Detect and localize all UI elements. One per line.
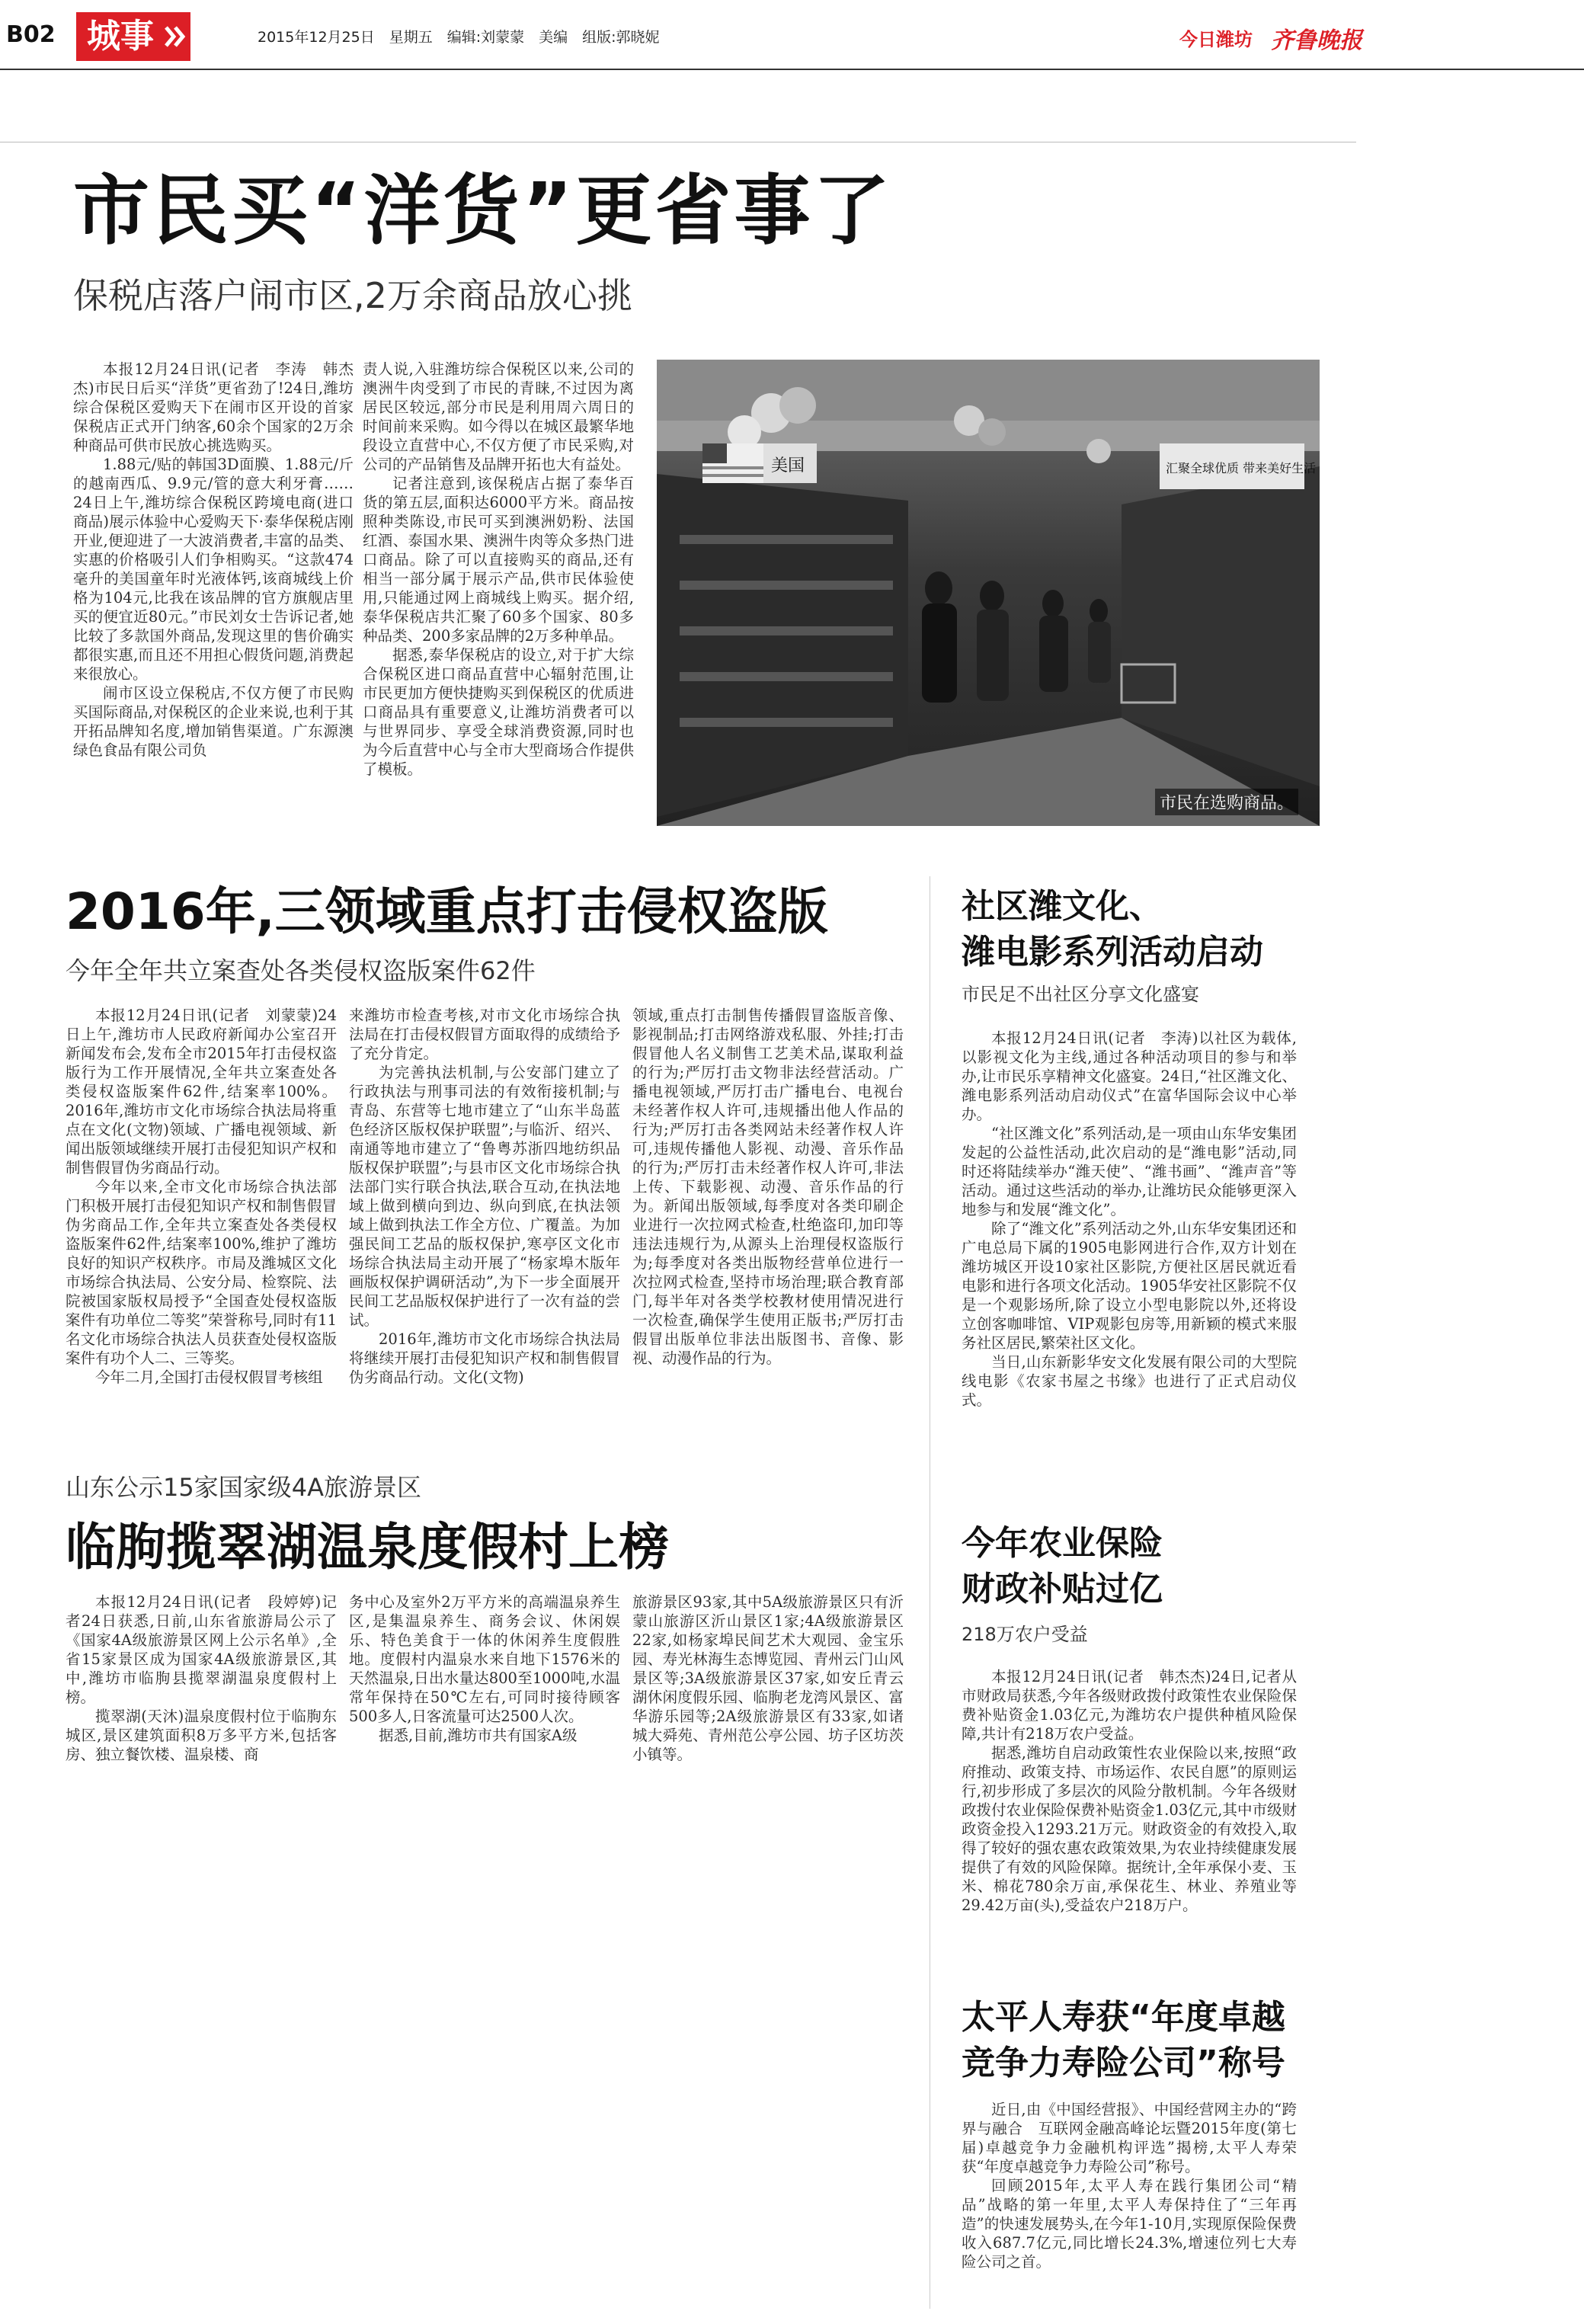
article3-kicker: 山东公示15家国家级4A旅游景区 bbox=[66, 1473, 421, 1502]
article2-title: 2016年,三领域重点打击侵权盗版 bbox=[66, 882, 828, 941]
paragraph: 本报12月24日讯(记者 李涛)以社区为载体,以影视文化为主线,通过各种活动项目的参与和举办,让市民乐享精神文化盛宴。24日,“社区潍文化、潍电影系列活动启动仪式”在富华国际会议中心举办。 bbox=[962, 1029, 1297, 1123]
article1-title: 市民买“洋货”更省事了 bbox=[73, 166, 893, 255]
article2-subtitle: 今年全年共立案查处各类侵权盗版案件62件 bbox=[66, 956, 536, 985]
paragraph: 旅游景区93家,其中5A级旅游景区只有沂蒙山旅游区沂山景区1家;4A级旅游景区22家,如杨家埠民间艺术大观园、金宝乐园、寿光林海生态博览园、青州云门山风景区等;3A级旅游景区37家,如安丘青云湖休闲度假乐园、临朐老龙湾风景区、富华游乐园等;2A级旅游景区有33家,如诸城大舜苑、青州范公亭公园、坊子区坊茨小镇等。 bbox=[632, 1593, 904, 1763]
sign-store: 汇聚全球优质 带来美好生活 bbox=[1166, 461, 1317, 475]
paragraph: 1.88元/贴的韩国3D面膜、1.88元/斤的越南西瓜、9.9元/管的意大利牙膏……24日上午,潍坊综合保税区跨境电商(进口商品)展示体验中心爱购天下·泰华保税店刚开业,便迎进了一大波消费者,丰富的品类、实惠的价格吸引人们争相购买。“这款474毫升的美国童年时光液体钙,该商城线上价格为104元,比我在该品牌的官方旗舰店里买的便宜近80元。”市民刘女士告诉记者,她比较了多款国外商品,发现这里的售价确实都很实惠,而且还不用担心假货问题,消费起来很放心。 bbox=[73, 456, 354, 683]
photo-caption: 市民在选购商品。 bbox=[1155, 789, 1298, 815]
article5-body bbox=[962, 1667, 1297, 1915]
title-line: 太平人寿获“年度卓越 bbox=[962, 1998, 1285, 2037]
article1-col1 bbox=[73, 360, 354, 760]
paragraph: 今年二月,全国打击侵权假冒考核组 bbox=[95, 1368, 323, 1386]
title-line: 社区潍文化、 bbox=[962, 887, 1163, 926]
title-line: 竞争力寿险公司”称号 bbox=[962, 2044, 1285, 2082]
paragraph: 今年以来,全市文化市场综合执法部门积极开展打击侵犯知识产权和制售假冒伪劣商品工作,全年共立案查处各类侵权盗版案件62件,结案率100%,维护了潍坊良好的知识产权秩序。市局及潍城区文化市场综合执法局、公安分局、检察院、法院被国家版权局授予“全国查处侵权盗版案件有功单位二等奖”荣誉称号,同时有11名文化市场综合执法人员获查处侵权盗版案件有功个人二、三等奖。 bbox=[66, 1178, 337, 1367]
section-label: 城事 bbox=[76, 12, 165, 61]
article3-col1 bbox=[66, 1593, 337, 1764]
paragraph: 本报12月24日讯(记者 段婷婷)记者24日获悉,日前,山东省旅游局公示了《国家4A级旅游景区网上公示名单》,全省15家景区成为国家4A级旅游景区,其中,潍坊市临朐县揽翠湖温泉度假村上榜。 bbox=[66, 1593, 337, 1706]
sign-usa: 美国 bbox=[771, 456, 805, 475]
article3-col2 bbox=[349, 1593, 620, 1745]
title-line: 财政补贴过亿 bbox=[962, 1570, 1163, 1609]
article6-title bbox=[962, 1995, 1285, 2086]
store-photo bbox=[657, 360, 1320, 826]
article4-title bbox=[962, 884, 1263, 975]
article6-body bbox=[962, 2100, 1297, 2271]
paragraph: 为完善执法机制,与公安部门建立了行政执法与刑事司法的有效衔接机制;与青岛、东营等七地市建立了“山东半岛蓝色经济区版权保护联盟”;与临沂、绍兴、南通等地市建立了“鲁粤苏浙四地纺织品版权保护联盟”;与县市区文化市场综合执法部门实行联合执法,联合互动,在执法地域上做到横向到边、纵向到底,在执法领域上做到执法工作全方位、广覆盖。为加强民间工艺品的版权保护,寒亭区文化市场综合执法局主动开展了“杨家埠木版年画版权保护调研活动”,为下一步全面展开民间工艺品版权保护进行了一次有益的尝试。 bbox=[349, 1064, 620, 1329]
article2-col3 bbox=[632, 1006, 904, 1368]
paragraph: 除了“潍文化”系列活动之外,山东华安集团还和广电总局下属的1905电影网进行合作,双方计划在潍坊城区开设10家社区影院,方便社区居民就近看电影和进行各项文化活动。1905华安社区影院不仅是一个观影场所,除了设立小型电影院以外,还将设立创客咖啡馆、VIP观影包房等,用新颖的模式来服务社区居民,繁荣社区文化。 bbox=[962, 1220, 1297, 1352]
article5-title bbox=[962, 1521, 1163, 1612]
paper-logo: 齐鲁晚报 bbox=[1271, 27, 1362, 54]
paragraph: 记者注意到,该保税店占据了泰华百货的第五层,面积达6000平方米。商品按照种类陈设,市民可买到澳洲奶粉、法国红酒、泰国水果、澳洲牛肉等众多热门进口商品。除了可以直接购买的商品,还有相当一部分属于展示产品,供市民体验使用,只能通过网上商城线上购买。据介绍,泰华保税店共汇聚了60多个国家、80多种品类、200多家品牌的2万多种单品。 bbox=[363, 475, 634, 645]
paragraph: 近日,由《中国经营报》、中国经营网主办的“跨界与融合 互联网金融高峰论坛暨2015年度(第七届)卓越竞争力金融机构评选”揭榜,太平人寿荣获“年度卓越竞争力寿险公司”称号。 bbox=[962, 2101, 1297, 2175]
article5-subtitle: 218万农户受益 bbox=[962, 1624, 1088, 1645]
article2-col2 bbox=[349, 1006, 620, 1387]
store-scene-illustration bbox=[657, 360, 1320, 826]
section-arrow-icon bbox=[157, 12, 190, 61]
paragraph: “社区潍文化”系列活动,是一项由山东华安集团发起的公益性活动,此次启动的是“潍电影”活动,同时还将陆续举办“潍天使”、“潍书画”、“潍声音”等活动。通过这些活动的举办,让潍坊民众能够更深入地参与和发展“潍文化”。 bbox=[962, 1125, 1297, 1218]
paragraph: 据悉,目前,潍坊市共有国家A级 bbox=[379, 1727, 578, 1744]
header-rule bbox=[0, 69, 1584, 70]
article3-col3 bbox=[632, 1593, 904, 1764]
paragraph: 责人说,入驻潍坊综合保税区以来,公司的澳洲牛肉受到了市民的青睐,不过因为离居民区较远,部分市民是利用周六周日的时间前来采购。如今得以在城区最繁华地段设立直营中心,不仅方便了市民采购,对公司的产品销售及品牌开拓也大有益处。 bbox=[363, 360, 634, 473]
paragraph: 务中心及室外2万平方米的高端温泉养生区,是集温泉养生、商务会议、休闲娱乐、特色美食于一体的休闲养生度假胜地。度假村内温泉水来自地下1576米的天然温泉,日出水量达800至1000吨,水温常年保持在50℃左右,可同时接待顾客500多人,日客流量可达2500人次。 bbox=[349, 1593, 620, 1725]
title-line: 潍电影系列活动启动 bbox=[962, 933, 1263, 972]
paragraph: 闹市区设立保税店,不仅方便了市民购买国际商品,对保税区的企业来说,也利于其开拓品牌知名度,增加销售渠道。广东源澳绿色食品有限公司负 bbox=[73, 684, 354, 759]
paragraph: 领域,重点打击制售传播假冒盗版音像、影视制品;打击网络游戏私服、外挂;打击假冒他人名义制售工艺美术品,谋取利益的行为;严厉打击文物非法经营活动。广播电视领域,严厉打击广播电台、电视台未经著作权人许可,违规播出他人作品的行为;严厉打击各类网站未经著作权人许可,违规传播他人影视、动漫、音乐作品的行为;严厉打击未经著作权人许可,非法上传、下载影视、动漫、音乐作品的行为。新闻出版领域,每季度对各类印刷企业进行一次拉网式检查,杜绝盗印,加印等违法违规行为,从源头上治理侵权盗版行为;每季度对各类出版物经营单位进行一次拉网式检查,坚持市场治理;联合教育部门,每半年对各类学校教材使用情况进行一次检查,确保学生使用正版书;严厉打击假冒出版单位非法出版图书、音像、影视、动漫作品的行为。 bbox=[632, 1007, 904, 1367]
paragraph: 2016年,潍坊市文化市场综合执法局将继续开展打击侵犯知识产权和制售假冒伪劣商品行动。文化(文物) bbox=[349, 1330, 620, 1386]
article1-col2 bbox=[363, 360, 634, 779]
article4-body bbox=[962, 1029, 1297, 1410]
paragraph: 揽翠湖(天沐)温泉度假村位于临朐东城区,景区建筑面积8万多平方米,包括客房、独立餐饮楼、温泉楼、商 bbox=[66, 1708, 337, 1763]
title-line: 今年农业保险 bbox=[962, 1524, 1163, 1563]
paragraph: 据悉,泰华保税店的设立,对于扩大综合保税区进口商品直营中心辐射范围,让市民更加方便快捷购买到保税区的优质进口商品具有重要意义,让潍坊消费者可以与世界同步、享受全球消费资源,同时也为今后直营中心与全市大型商场合作提供了模板。 bbox=[363, 646, 634, 778]
article2-col1 bbox=[66, 1006, 337, 1387]
article4-subtitle: 市民足不出社区分享文化盛宴 bbox=[962, 984, 1199, 1005]
paragraph: 本报12月24日讯(记者 韩杰杰)24日,记者从市财政局获悉,今年各级财政拨付政策性农业保险保费补贴资金1.03亿元,为潍坊农户提供种植风险保障,共计有218万农户受益。 bbox=[962, 1668, 1297, 1743]
paragraph: 回顾2015年,太平人寿在践行集团公司“精品”战略的第一年里,太平人寿保持住了“三年再造”的快速发展势头,在今年1-10月,实现原保险保费收入687.7亿元,同比增长24.3%,增速位列七大寿险公司之首。 bbox=[962, 2177, 1297, 2271]
article1-subtitle: 保税店落户闹市区,2万余商品放心挑 bbox=[73, 275, 632, 316]
issue-meta: 2015年12月25日 星期五 编辑:刘蒙蒙 美编 组版:郭晓妮 bbox=[258, 29, 660, 46]
brand-name: 今日潍坊 bbox=[1179, 29, 1253, 50]
paragraph: 本报12月24日讯(记者 刘蒙蒙)24日上午,潍坊市人民政府新闻办公室召开新闻发布会,发布全市2015年打击侵权盗版行为工作开展情况,全年共立案查处各类侵权盗版案件62件,结案率100%。2016年,潍坊市文化市场综合执法局将重点在文化(文物)领域、广播电视领域、新闻出版领域继续开展打击侵犯知识产权和制售假冒伪劣商品行动。 bbox=[66, 1007, 337, 1176]
page-number: B02 bbox=[6, 21, 56, 48]
paragraph: 来潍坊市检查考核,对市文化市场综合执法局在打击侵权假冒方面取得的成绩给予了充分肯定。 bbox=[349, 1007, 620, 1062]
paragraph: 据悉,潍坊自启动政策性农业保险以来,按照“政府推动、政策支持、市场运作、农民自愿”的原则运行,初步形成了多层次的风险分散机制。今年各级财政拨付农业保险保费补贴资金1.03亿元,其中市级财政资金投入1293.21万元。财政资金的有效投入,取得了较好的强农惠农政策效果,为农业持续健康发展提供了有效的风险保障。据统计,全年承保小麦、玉米、棉花780余万亩,承保花生、林业、养殖业等29.42万亩(头),受益农户218万户。 bbox=[962, 1744, 1297, 1914]
article3-title: 临朐揽翠湖温泉度假村上榜 bbox=[66, 1518, 669, 1577]
paragraph: 当日,山东新影华安文化发展有限公司的大型院线电影《农家书屋之书缘》也进行了正式启动仪式。 bbox=[962, 1353, 1297, 1409]
paragraph: 本报12月24日讯(记者 李涛 韩杰杰)市民日后买“洋货”更省劲了!24日,潍坊综合保税区爱购天下在闹市区开设的首家保税店正式开门纳客,60余个国家的2万余种商品可供市民放心挑选购买。 bbox=[73, 360, 354, 454]
